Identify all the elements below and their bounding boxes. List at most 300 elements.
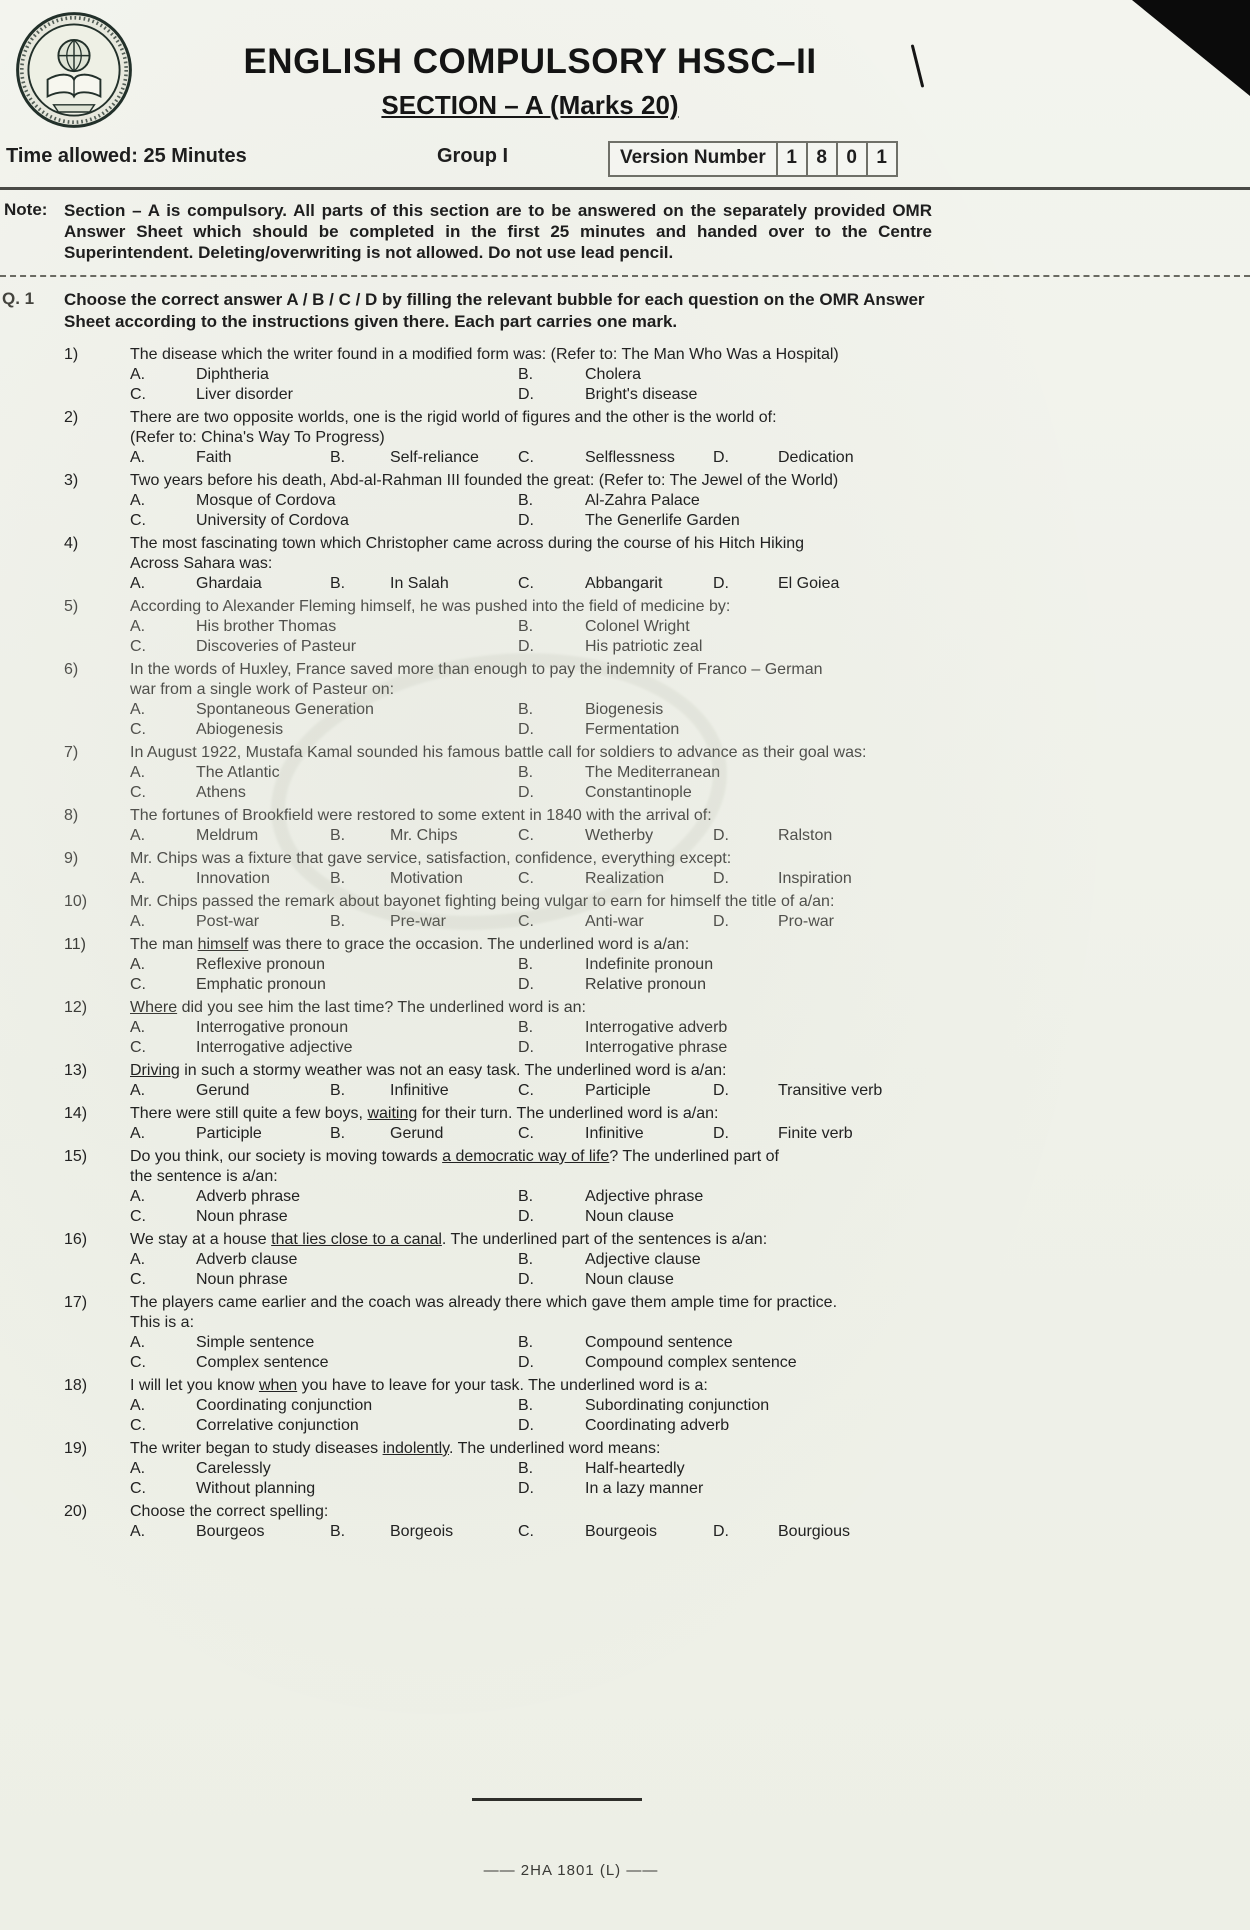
question-body — [130, 1376, 972, 1436]
stem-text: The man — [130, 936, 198, 953]
question-stem — [130, 471, 972, 491]
option-text: Bourgious — [778, 1523, 851, 1540]
option-label: C. — [518, 1523, 534, 1540]
option-label: C. — [130, 386, 146, 403]
option-label: C. — [518, 913, 534, 930]
version-digit: 0 — [836, 143, 866, 175]
stem-text: In August 1922, Mustafa Kamal sounded his famous battle call for soldiers to advance as their goal was: — [130, 744, 867, 761]
option-text: Compound sentence — [585, 1334, 733, 1351]
option-label: D. — [713, 1523, 729, 1540]
option-text: His brother Thomas — [196, 618, 337, 635]
option-text: Subordinating conjunction — [585, 1397, 770, 1414]
option-text: Coordinating conjunction — [196, 1397, 373, 1414]
version-number-box — [608, 141, 898, 177]
option-text: Gerund — [196, 1082, 250, 1099]
question-number: 20) — [64, 1503, 88, 1520]
question-stem — [130, 408, 972, 448]
stem-text: was there to grace the occasion. The underlined word is a/an: — [248, 936, 690, 953]
stem-text: The writer began to study diseases — [130, 1440, 383, 1457]
question — [64, 998, 1250, 1058]
version-number-label: Version Number — [620, 147, 766, 168]
scan-mark — [911, 44, 925, 87]
option-text: Inspiration — [778, 870, 852, 887]
question-options — [130, 1124, 972, 1144]
question-options — [130, 1018, 972, 1058]
option-label: D. — [713, 449, 729, 466]
option-label: A. — [130, 913, 146, 930]
option-text: Complex sentence — [196, 1354, 329, 1371]
option-label: C. — [130, 721, 146, 738]
question-number: 3) — [64, 472, 79, 489]
option-label: B. — [330, 1082, 346, 1099]
option-label: D. — [713, 870, 729, 887]
option-label: A. — [130, 870, 146, 887]
underlined-word: Where — [130, 999, 178, 1016]
question-options — [130, 700, 972, 740]
option-label: C. — [130, 1039, 146, 1056]
stem-text: for their turn. The underlined word is a/an: — [417, 1105, 719, 1122]
option-label: A. — [130, 618, 146, 635]
question-stem — [130, 743, 972, 763]
question-body — [130, 345, 972, 405]
option-text: Diphtheria — [196, 366, 269, 383]
option-text: Coordinating adverb — [585, 1417, 730, 1434]
option-text: Meldrum — [196, 827, 259, 844]
option-text: Reflexive pronoun — [196, 956, 325, 973]
option-label: A. — [130, 575, 146, 592]
question-body — [130, 597, 972, 657]
question-stem — [130, 660, 972, 700]
question-body — [130, 892, 972, 932]
option-text: Carelessly — [196, 1460, 271, 1477]
question-stem — [130, 1502, 972, 1522]
question-number: 17) — [64, 1294, 88, 1311]
option-label: D. — [518, 1039, 534, 1056]
option-label: C. — [130, 1271, 146, 1288]
question-stem — [130, 345, 972, 365]
option-text: Noun clause — [585, 1271, 674, 1288]
option-label: B. — [518, 1019, 534, 1036]
version-digit: 1 — [776, 143, 806, 175]
option-text: Al-Zahra Palace — [585, 492, 700, 509]
option-text: Adjective phrase — [585, 1188, 704, 1205]
stem-text: The fortunes of Brookfield were restored to some extent in 1840 with the arrival of: — [130, 807, 712, 824]
question — [64, 471, 1250, 531]
option-text: Dedication — [778, 449, 854, 466]
question-stem — [130, 1439, 972, 1459]
option-label: C. — [518, 575, 534, 592]
stem-text: There are two opposite worlds, one is the rigid world of figures and the other is the world of: — [130, 409, 777, 426]
question-options — [130, 574, 972, 594]
question — [64, 849, 1250, 889]
stem-text: The most fascinating town which Christopher came across during the course of his Hitch Hiking — [130, 535, 805, 552]
option-text: Biogenesis — [585, 701, 664, 718]
option-label: C. — [130, 512, 146, 529]
option-label: A. — [130, 1251, 146, 1268]
question-stem — [130, 806, 972, 826]
question-options — [130, 617, 972, 657]
option-label: B. — [518, 1397, 534, 1414]
question-options — [130, 1187, 972, 1227]
question-options — [130, 826, 972, 846]
option-text: The Atlantic — [196, 764, 280, 781]
question-number: 6) — [64, 661, 79, 678]
option-text: University of Cordova — [196, 512, 349, 529]
question-body — [130, 534, 972, 594]
question-options — [130, 1081, 972, 1101]
option-text: Selflessness — [585, 449, 675, 466]
option-text: Mosque of Cordova — [196, 492, 336, 509]
question-options — [130, 448, 972, 468]
question-body — [130, 806, 972, 846]
q1-instructions: Choose the correct answer A / B / C / D by filling the relevant bubble for each question on the OMR Answer Sheet according to the instructions given there. Each part carries one mark. — [64, 290, 925, 331]
question-options — [130, 1250, 972, 1290]
option-label: A. — [130, 827, 146, 844]
option-text: Participle — [196, 1125, 262, 1142]
option-text: Self-reliance — [390, 449, 479, 466]
stem-text: Mr. Chips passed the remark about bayonet fighting being vulgar to earn for himself the title of a/an: — [130, 893, 835, 910]
question-stem — [130, 1293, 972, 1333]
question-body — [130, 1147, 972, 1227]
footer-line — [472, 1798, 642, 1801]
option-label: D. — [518, 976, 534, 993]
option-text: Adjective clause — [585, 1251, 701, 1268]
option-text: Correlative conjunction — [196, 1417, 359, 1434]
option-label: D. — [518, 721, 534, 738]
option-text: Mr. Chips — [390, 827, 458, 844]
note-divider — [0, 275, 1250, 277]
stem-text: I will let you know — [130, 1377, 259, 1394]
question-stem — [130, 534, 972, 574]
question-body — [130, 1439, 972, 1499]
option-text: Bourgeos — [196, 1523, 265, 1540]
option-label: B. — [330, 913, 346, 930]
question-number: 13) — [64, 1062, 88, 1079]
option-text: Gerund — [390, 1125, 444, 1142]
underlined-word: waiting — [367, 1105, 418, 1122]
underlined-word: when — [258, 1377, 298, 1394]
option-label: B. — [518, 701, 534, 718]
version-digit: 8 — [806, 143, 836, 175]
question — [64, 743, 1250, 803]
option-label: C. — [130, 1480, 146, 1497]
option-label: A. — [130, 701, 146, 718]
option-label: B. — [330, 827, 346, 844]
question-options — [130, 365, 972, 405]
option-text: Ghardaia — [196, 575, 262, 592]
option-label: D. — [518, 1417, 534, 1434]
underlined-word: a democratic way of life — [442, 1148, 610, 1165]
stem-text: did you see him the last time? The underlined word is an: — [177, 999, 586, 1016]
question-number: 2) — [64, 409, 79, 426]
option-label: A. — [130, 1397, 146, 1414]
option-text: Compound complex sentence — [585, 1354, 797, 1371]
option-label: A. — [130, 1460, 146, 1477]
option-label: C. — [518, 1082, 534, 1099]
question-body — [130, 1502, 972, 1542]
stem-text: war from a single work of Pasteur on: — [130, 681, 395, 698]
option-text: Athens — [196, 784, 246, 801]
option-text: Innovation — [196, 870, 270, 887]
option-text: Interrogative adjective — [196, 1039, 353, 1056]
option-label: A. — [130, 1188, 146, 1205]
option-text: Adverb clause — [196, 1251, 298, 1268]
question-stem — [130, 1061, 972, 1081]
option-label: B. — [518, 1188, 534, 1205]
question-body — [130, 935, 972, 995]
info-row — [0, 143, 1250, 177]
option-label: B. — [518, 1460, 534, 1477]
option-text: Abiogenesis — [196, 721, 284, 738]
question — [64, 1502, 1250, 1542]
stem-text: Two years before his death, Abd-al-Rahman III founded the great: (Refer to: The Jewel of the World) — [130, 472, 839, 489]
note-section — [0, 190, 1250, 269]
option-label: A. — [130, 1082, 146, 1099]
question-options — [130, 869, 972, 889]
underlined-word: himself — [197, 936, 249, 953]
question-number: 14) — [64, 1105, 88, 1122]
option-label: D. — [713, 575, 729, 592]
option-text: Abbangarit — [585, 575, 663, 592]
question-body — [130, 998, 972, 1058]
question-options — [130, 1396, 972, 1436]
question-stem — [130, 1376, 972, 1396]
option-text: Noun phrase — [196, 1208, 288, 1225]
option-label: B. — [330, 1523, 346, 1540]
underlined-word: indolently — [382, 1440, 449, 1457]
question-stem — [130, 1147, 972, 1187]
question-number: 7) — [64, 744, 79, 761]
option-label: C. — [130, 976, 146, 993]
option-text: Realization — [585, 870, 665, 887]
option-text: Without planning — [196, 1480, 316, 1497]
question-body — [130, 1293, 972, 1373]
option-text: Relative pronoun — [585, 976, 706, 993]
stem-text: ? The underlined part of — [609, 1148, 779, 1165]
question-number: 4) — [64, 535, 79, 552]
option-text: In Salah — [390, 575, 449, 592]
option-label: B. — [518, 618, 534, 635]
option-label: C. — [130, 1208, 146, 1225]
option-text: The Generlife Garden — [585, 512, 740, 529]
question-body — [130, 408, 972, 468]
option-label: B. — [518, 1251, 534, 1268]
question — [64, 1376, 1250, 1436]
header — [200, 0, 860, 121]
stem-text: (Refer to: China's Way To Progress) — [130, 429, 385, 446]
option-text: Infinitive — [585, 1125, 644, 1142]
group-label: Group I — [437, 145, 509, 167]
option-label: B. — [518, 956, 534, 973]
stem-text: . The underlined word means: — [449, 1440, 661, 1457]
note-label: Note: — [4, 200, 48, 219]
stem-text: In the words of Huxley, France saved more than enough to pay the indemnity of Franco – German — [130, 661, 823, 678]
option-label: A. — [130, 492, 146, 509]
option-label: D. — [713, 1082, 729, 1099]
question-options — [130, 912, 972, 932]
footer-code: —— 2HA 1801 (L) —— — [483, 1862, 659, 1879]
stem-text: According to Alexander Fleming himself, he was pushed into the field of medicine by: — [130, 598, 731, 615]
option-label: A. — [130, 764, 146, 781]
question — [64, 660, 1250, 740]
option-text: Pre-war — [390, 913, 447, 930]
option-label: C. — [518, 449, 534, 466]
option-label: A. — [130, 1019, 146, 1036]
option-text: Anti-war — [585, 913, 644, 930]
question-stem — [130, 849, 972, 869]
option-text: Noun phrase — [196, 1271, 288, 1288]
question-stem — [130, 1230, 972, 1250]
question-stem — [130, 892, 972, 912]
question-number: 8) — [64, 807, 79, 824]
version-digit: 1 — [866, 143, 896, 175]
question — [64, 806, 1250, 846]
option-text: Noun clause — [585, 1208, 674, 1225]
question — [64, 534, 1250, 594]
option-text: Interrogative pronoun — [196, 1019, 349, 1036]
option-label: A. — [130, 1125, 146, 1142]
question-options — [130, 763, 972, 803]
option-text: El Goiea — [778, 575, 840, 592]
question-number: 10) — [64, 893, 88, 910]
option-label: D. — [713, 1125, 729, 1142]
option-text: Bourgeois — [585, 1523, 658, 1540]
stem-text: The disease which the writer found in a modified form was: (Refer to: The Man Who Was a Hospital) — [130, 346, 839, 363]
option-label: D. — [518, 386, 534, 403]
option-label: A. — [130, 1334, 146, 1351]
question-number: 15) — [64, 1148, 88, 1165]
option-label: D. — [518, 512, 534, 529]
time-allowed-label: Time allowed: 25 Minutes — [6, 145, 247, 167]
question-number: 12) — [64, 999, 88, 1016]
question — [64, 892, 1250, 932]
question-number: 16) — [64, 1231, 88, 1248]
question-number: 5) — [64, 598, 79, 615]
option-text: Ralston — [778, 827, 833, 844]
stem-text: in such a stormy weather was not an easy task. The underlined word is a/an: — [179, 1062, 727, 1079]
option-text: Discoveries of Pasteur — [196, 638, 357, 655]
option-text: Emphatic pronoun — [196, 976, 326, 993]
question-options — [130, 955, 972, 995]
option-text: His patriotic zeal — [585, 638, 703, 655]
option-label: C. — [130, 638, 146, 655]
question-options — [130, 1522, 972, 1542]
stem-text: Mr. Chips was a fixture that gave service, satisfaction, confidence, everything except: — [130, 850, 732, 867]
option-text: Transitive verb — [778, 1082, 883, 1099]
option-text: Interrogative phrase — [585, 1039, 728, 1056]
option-text: Interrogative adverb — [585, 1019, 728, 1036]
option-text: Fermentation — [585, 721, 680, 738]
question-stem — [130, 935, 972, 955]
option-label: A. — [130, 956, 146, 973]
option-text: Participle — [585, 1082, 651, 1099]
stem-text: Choose the correct spelling: — [130, 1503, 329, 1520]
option-label: A. — [130, 1523, 146, 1540]
option-text: Faith — [196, 449, 232, 466]
option-label: D. — [713, 827, 729, 844]
stem-text: This is a: — [130, 1314, 195, 1331]
option-text: Finite verb — [778, 1125, 853, 1142]
option-text: Simple sentence — [196, 1334, 315, 1351]
question-1-header — [0, 289, 1250, 333]
board-logo — [14, 10, 134, 130]
underlined-word: that lies close to a canal — [271, 1231, 442, 1248]
question-number: 19) — [64, 1440, 88, 1457]
option-label: B. — [330, 575, 346, 592]
option-label: D. — [518, 638, 534, 655]
option-label: D. — [518, 1208, 534, 1225]
option-label: B. — [330, 449, 346, 466]
option-text: Liver disorder — [196, 386, 293, 403]
question-body — [130, 660, 972, 740]
questions-list — [0, 345, 1250, 1542]
page-title: ENGLISH COMPULSORY HSSC–II — [243, 42, 817, 81]
option-label: D. — [518, 1354, 534, 1371]
question — [64, 1230, 1250, 1290]
stem-text: We stay at a house — [130, 1231, 272, 1248]
question — [64, 1147, 1250, 1227]
stem-text: Across Sahara was: — [130, 555, 273, 572]
question-number: 11) — [64, 936, 86, 953]
q1-label: Q. 1 — [2, 289, 35, 308]
note-text: Section – A is compulsory. All parts of this section are to be answered on the separately provided OMR Answer Sheet which should be completed in the first 25 minutes and handed over to the Centre Superintendent. Deleting/overwriting is not allowed. Do not use lead pencil. — [64, 201, 932, 262]
option-text: Borgeois — [390, 1523, 454, 1540]
option-label: D. — [713, 913, 729, 930]
stem-text: There were still quite a few boys, — [130, 1105, 368, 1122]
option-text: Infinitive — [390, 1082, 449, 1099]
question-options — [130, 1333, 972, 1373]
stem-text: you have to leave for your task. The underlined word is a: — [297, 1377, 708, 1394]
option-label: B. — [330, 1125, 346, 1142]
question-number: 18) — [64, 1377, 88, 1394]
scan-corner-fold — [1132, 0, 1250, 96]
option-text: Adverb phrase — [196, 1188, 301, 1205]
option-text: Half-heartedly — [585, 1460, 685, 1477]
stem-text: Do you think, our society is moving towards — [130, 1148, 443, 1165]
question-options — [130, 1459, 972, 1499]
option-text: Post-war — [196, 913, 260, 930]
option-label: C. — [518, 827, 534, 844]
stem-text: The players came earlier and the coach was already there which gave them ample time for practice. — [130, 1294, 838, 1311]
question — [64, 345, 1250, 405]
option-text: Bright's disease — [585, 386, 698, 403]
option-label: C. — [518, 870, 534, 887]
question — [64, 408, 1250, 468]
question-body — [130, 1104, 972, 1144]
section-title: SECTION – A (Marks 20) — [381, 90, 679, 120]
option-label: D. — [518, 784, 534, 801]
question-stem — [130, 1104, 972, 1124]
question-body — [130, 1061, 972, 1101]
option-text: Wetherby — [585, 827, 654, 844]
option-label: B. — [330, 870, 346, 887]
question-body — [130, 471, 972, 531]
option-text: Pro-war — [778, 913, 835, 930]
option-label: B. — [518, 366, 534, 383]
question-number: 1) — [64, 346, 79, 363]
option-text: Colonel Wright — [585, 618, 690, 635]
question — [64, 1293, 1250, 1373]
board-seal-icon — [14, 10, 134, 130]
option-label: B. — [518, 764, 534, 781]
option-label: B. — [518, 1334, 534, 1351]
question-body — [130, 743, 972, 803]
option-label: D. — [518, 1480, 534, 1497]
option-label: C. — [130, 784, 146, 801]
option-text: Motivation — [390, 870, 463, 887]
stem-text: . The underlined part of the sentences is a/an: — [441, 1231, 768, 1248]
question — [64, 1104, 1250, 1144]
